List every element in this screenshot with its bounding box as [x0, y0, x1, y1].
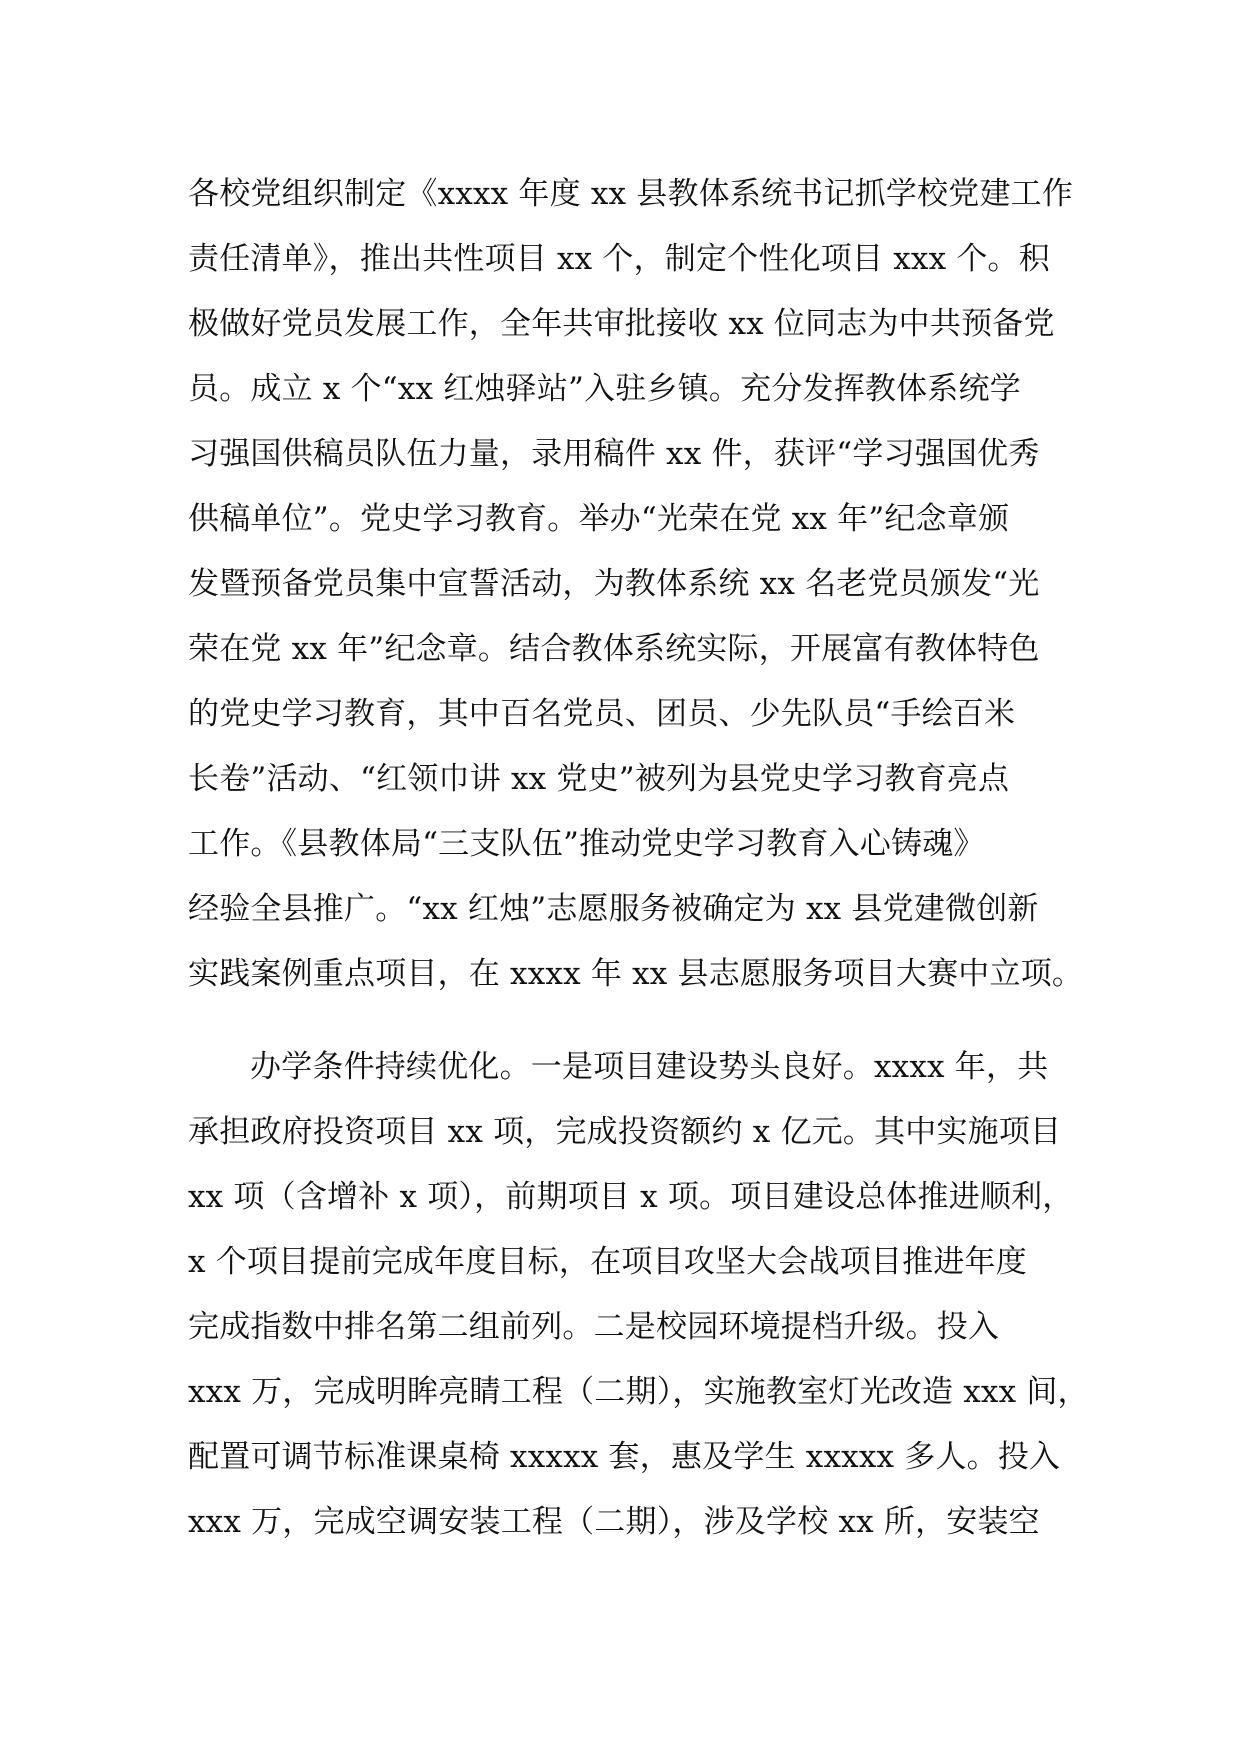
text-line: 的党史学习教育，其中百名党员、团员、少先队员“手绘百米 — [188, 696, 1016, 732]
text-line: 责任清单》，推出共性项目 xx 个，制定个性化项目 xxx 个。积 — [188, 241, 1050, 277]
text-line: 习强国供稿员队伍力量，录用稿件 xx 件，获评“学习强国优秀 — [188, 436, 1040, 472]
text-line: 供稿单位”。党史学习教育。举办“光荣在党 xx 年”纪念章颁 — [188, 501, 1010, 537]
text-line: 实践案例重点项目，在 xxxx 年 xx 县志愿服务项目大赛中立项。 — [188, 956, 1084, 992]
paragraph-spacer — [188, 1007, 1090, 1035]
paragraph-school-conditions — [188, 1035, 1090, 1555]
text-line: 完成指数中排名第二组前列。二是校园环境提档升级。投入 — [188, 1309, 1000, 1345]
text-line: 各校党组织制定《xxxx 年度 xx 县教体系统书记抓学校党建工作 — [188, 176, 1074, 212]
text-line: xxx 万，完成明眸亮睛工程（二期），实施教室灯光改造 xxx 间， — [188, 1374, 1089, 1410]
text-line: xx 项（含增补 x 项），前期项目 x 项。项目建设总体推进顺利， — [188, 1179, 1074, 1215]
text-line: 办学条件持续优化。一是项目建设势头良好。xxxx 年，共 — [250, 1049, 1049, 1085]
text-line: 荣在党 xx 年”纪念章。结合教体系统实际，开展富有教体特色 — [188, 631, 1040, 667]
text-line: 配置可调节标准课桌椅 xxxxx 套，惠及学生 xxxxx 多人。投入 — [188, 1439, 1061, 1475]
text-line: 员。成立 x 个“xx 红烛驿站”入驻乡镇。充分发挥教体系统学 — [188, 371, 1021, 407]
paragraph-party-building — [188, 162, 1090, 1007]
text-line: 承担政府投资项目 xx 项，完成投资额约 x 亿元。其中实施项目 — [188, 1114, 1062, 1150]
document-body — [188, 162, 1090, 1555]
text-line: 长卷”活动、“红领巾讲 xx 党史”被列为县党史学习教育亮点 — [188, 761, 1010, 797]
text-line: 极做好党员发展工作，全年共审批接收 xx 位同志为中共预备党 — [188, 306, 1055, 342]
text-line: 经验全县推广。“xx 红烛”志愿服务被确定为 xx 县党建微创新 — [188, 891, 1039, 927]
text-line: xxx 万，完成空调安装工程（二期），涉及学校 xx 所，安装空 — [188, 1504, 1040, 1540]
text-line: 发暨预备党员集中宣誓活动，为教体系统 xx 名老党员颁发“光 — [188, 566, 1040, 602]
text-line: x 个项目提前完成年度目标，在项目攻坚大会战项目推进年度 — [188, 1244, 1027, 1280]
text-line: 工作。《县教体局“三支队伍”推动党史学习教育入心铸魂》 — [188, 826, 985, 862]
